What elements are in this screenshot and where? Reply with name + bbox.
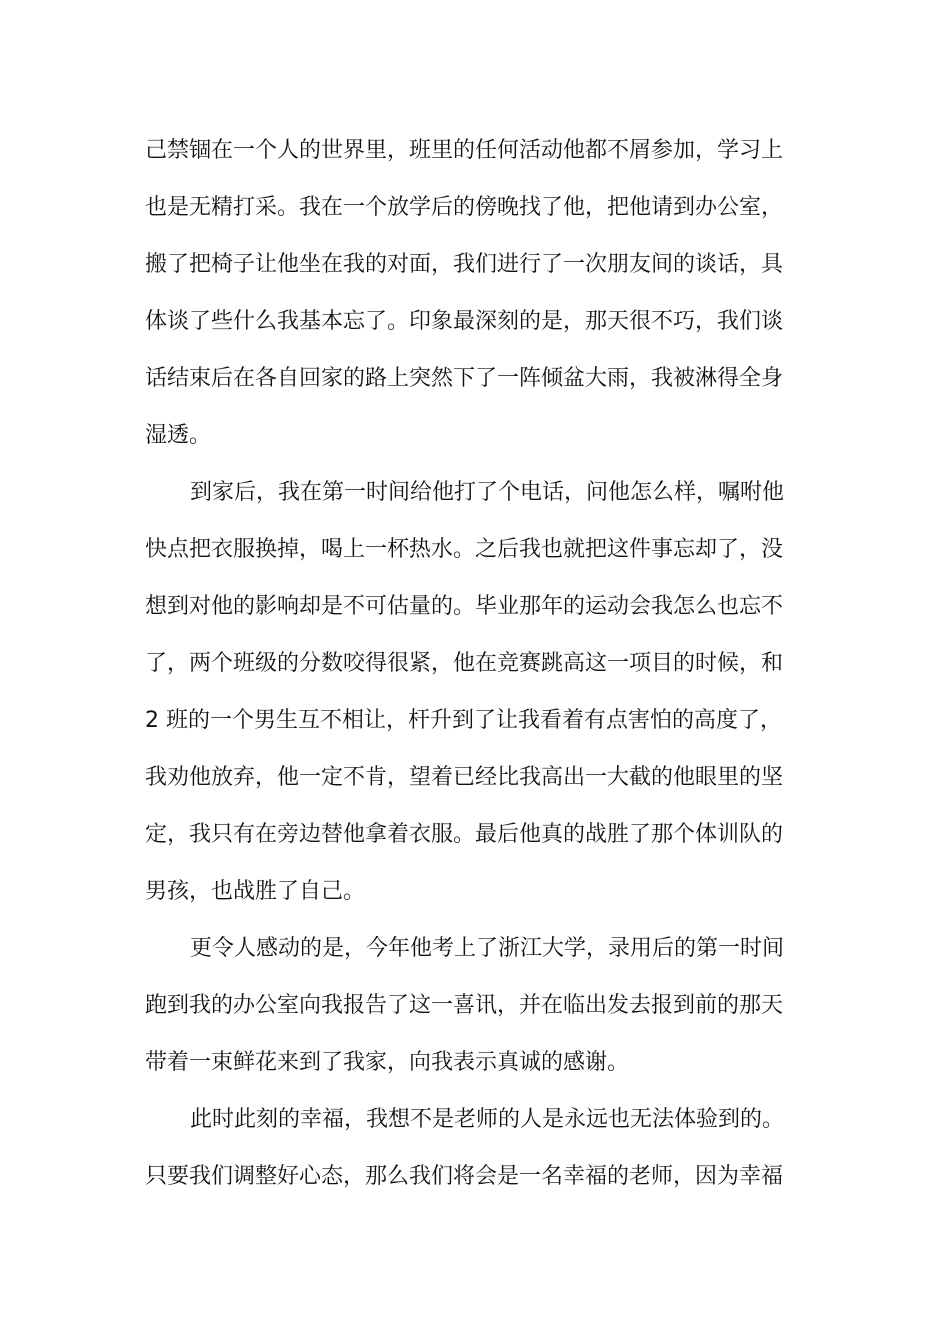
line-text: 搬了把椅子让他坐在我的对面，我们进行了一次朋友间的谈话，具	[145, 252, 784, 277]
line-text: 更令人感动的是，今年他考上了浙江大学，录用后的第一时间	[190, 936, 785, 961]
line-text: 体谈了些什么我基本忘了。印象最深刻的是，那天很不巧，我们谈	[145, 309, 784, 334]
line-text: 跑到我的办公室向我报告了这一喜讯，并在临出发去报到前的那天	[145, 993, 784, 1018]
text-line	[0, 587, 950, 627]
line-text: 男孩，也战胜了自己。	[145, 879, 366, 904]
text-line	[0, 359, 950, 399]
line-text: 也是无精打采。我在一个放学后的傍晚找了他，把他请到办公室，	[145, 195, 784, 220]
text-line	[0, 815, 950, 855]
line-text: 我劝他放弃，他一定不肯，望着已经比我高出一大截的他眼里的坚	[145, 765, 784, 790]
line-text: 话结束后在各自回家的路上突然下了一阵倾盆大雨，我被淋得全身	[145, 366, 784, 391]
text-line	[0, 302, 950, 342]
text-line	[0, 758, 950, 798]
text-line	[0, 929, 950, 969]
text-line	[0, 131, 950, 171]
line-text: 定，我只有在旁边替他拿着衣服。最后他真的战胜了那个体训队的	[145, 822, 784, 847]
line-text: 己禁锢在一个人的世界里，班里的任何活动他都不屑参加，学习上	[145, 138, 784, 163]
text-line	[0, 986, 950, 1026]
text-line	[0, 530, 950, 570]
line-text: 想到对他的影响却是不可估量的。毕业那年的运动会我怎么也忘不	[145, 594, 784, 619]
text-line	[0, 1157, 950, 1197]
text-line	[0, 473, 950, 513]
text-line	[0, 416, 950, 456]
line-text: 到家后，我在第一时间给他打了个电话，问他怎么样，嘱咐他	[190, 480, 785, 505]
text-line	[0, 1043, 950, 1083]
text-line	[0, 188, 950, 228]
text-line	[0, 872, 950, 912]
line-text: 了，两个班级的分数咬得很紧，他在竞赛跳高这一项目的时候，和	[145, 651, 784, 676]
line-text: 快点把衣服换掉，喝上一杯热水。之后我也就把这件事忘却了，没	[145, 537, 784, 562]
text-line	[0, 644, 950, 684]
line-text: 只要我们调整好心态，那么我们将会是一名幸福的老师，因为幸福	[145, 1164, 784, 1189]
text-line	[0, 1100, 950, 1140]
text-line	[0, 701, 950, 741]
line-text: 湿透。	[145, 423, 212, 448]
line-text: 2 班的一个男生互不相让，杆升到了让我看着有点害怕的高度了，	[145, 708, 782, 733]
line-text: 此时此刻的幸福，我想不是老师的人是永远也无法体验到的。	[190, 1107, 785, 1132]
text-line	[0, 245, 950, 285]
line-text: 带着一束鲜花来到了我家，向我表示真诚的感谢。	[145, 1050, 630, 1075]
